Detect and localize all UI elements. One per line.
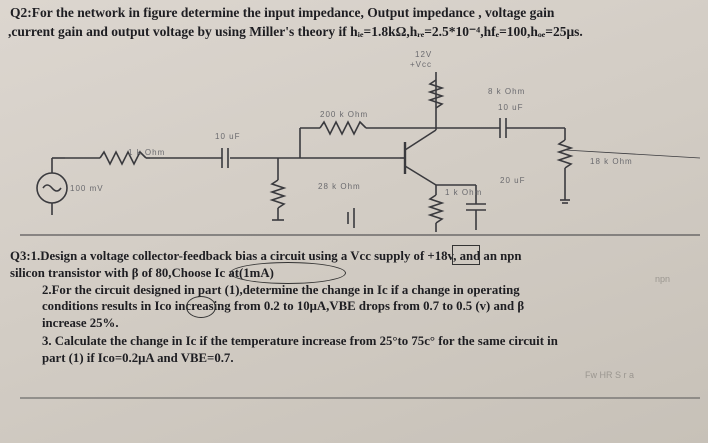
handwritten-bottom-note: Fw HR S r a: [585, 370, 635, 380]
q3-line-1: Q3:1.Design a voltage collector-feedback bias a circuit using a Vcc supply of +18v, and an npn: [10, 249, 522, 263]
q3-part3-line-1: 3. Calculate the change in Ic if the temperature increase from 25°to 75c° for the same circuit in: [42, 334, 558, 348]
feedback-resistor-label: 200 k Ohm: [320, 110, 369, 119]
vcc-value-label: 12V: [415, 50, 433, 59]
emitter-resistor-label: 1 k Ohm: [445, 188, 483, 197]
q3-part3-line-2: part (1) if Ico=0.2μA and VBE=0.7.: [42, 351, 234, 365]
q2-line-1: Q2:For the network in figure determine the input impedance, Output impedance , voltage gain: [10, 5, 555, 20]
source-voltage-label: 100 mV: [70, 184, 104, 193]
handwritten-npn-note: npn: [655, 274, 671, 284]
q3-part2-line-1: 2.For the circuit designed in part (1),determine the change in Ic if a change in operating: [42, 283, 520, 297]
output-capacitor-label: 10 uF: [498, 103, 524, 112]
emitter-capacitor-label: 20 uF: [500, 176, 526, 185]
q2-line-2: ,current gain and output voltage by using Miller's theory if hᵢₑ=1.8kΩ,hᵣₑ=2.5*10⁻⁴,hfₑ=100,hₒₑ=25μs.: [8, 24, 583, 39]
q3-part2-line-3: increase 25%.: [42, 316, 119, 330]
input-capacitor-label: 10 uF: [215, 132, 241, 141]
collector-resistor-label: 8 k Ohm: [488, 87, 526, 96]
q3-part2-line-2: conditions results in Ico increasing from 0.2 to 10μA,VBE drops from 0.7 to 0.5 (v) and β: [42, 299, 525, 313]
vcc-label: +Vcc: [410, 60, 433, 69]
base-resistor-label: 28 k Ohm: [318, 182, 361, 191]
source-resistor-label: 1 k Ohm: [128, 148, 166, 157]
q3-line-2: silicon transistor with β of 80,Choose Ic at(1mA): [10, 266, 274, 280]
load-resistor-label: 18 k Ohm: [590, 157, 633, 166]
